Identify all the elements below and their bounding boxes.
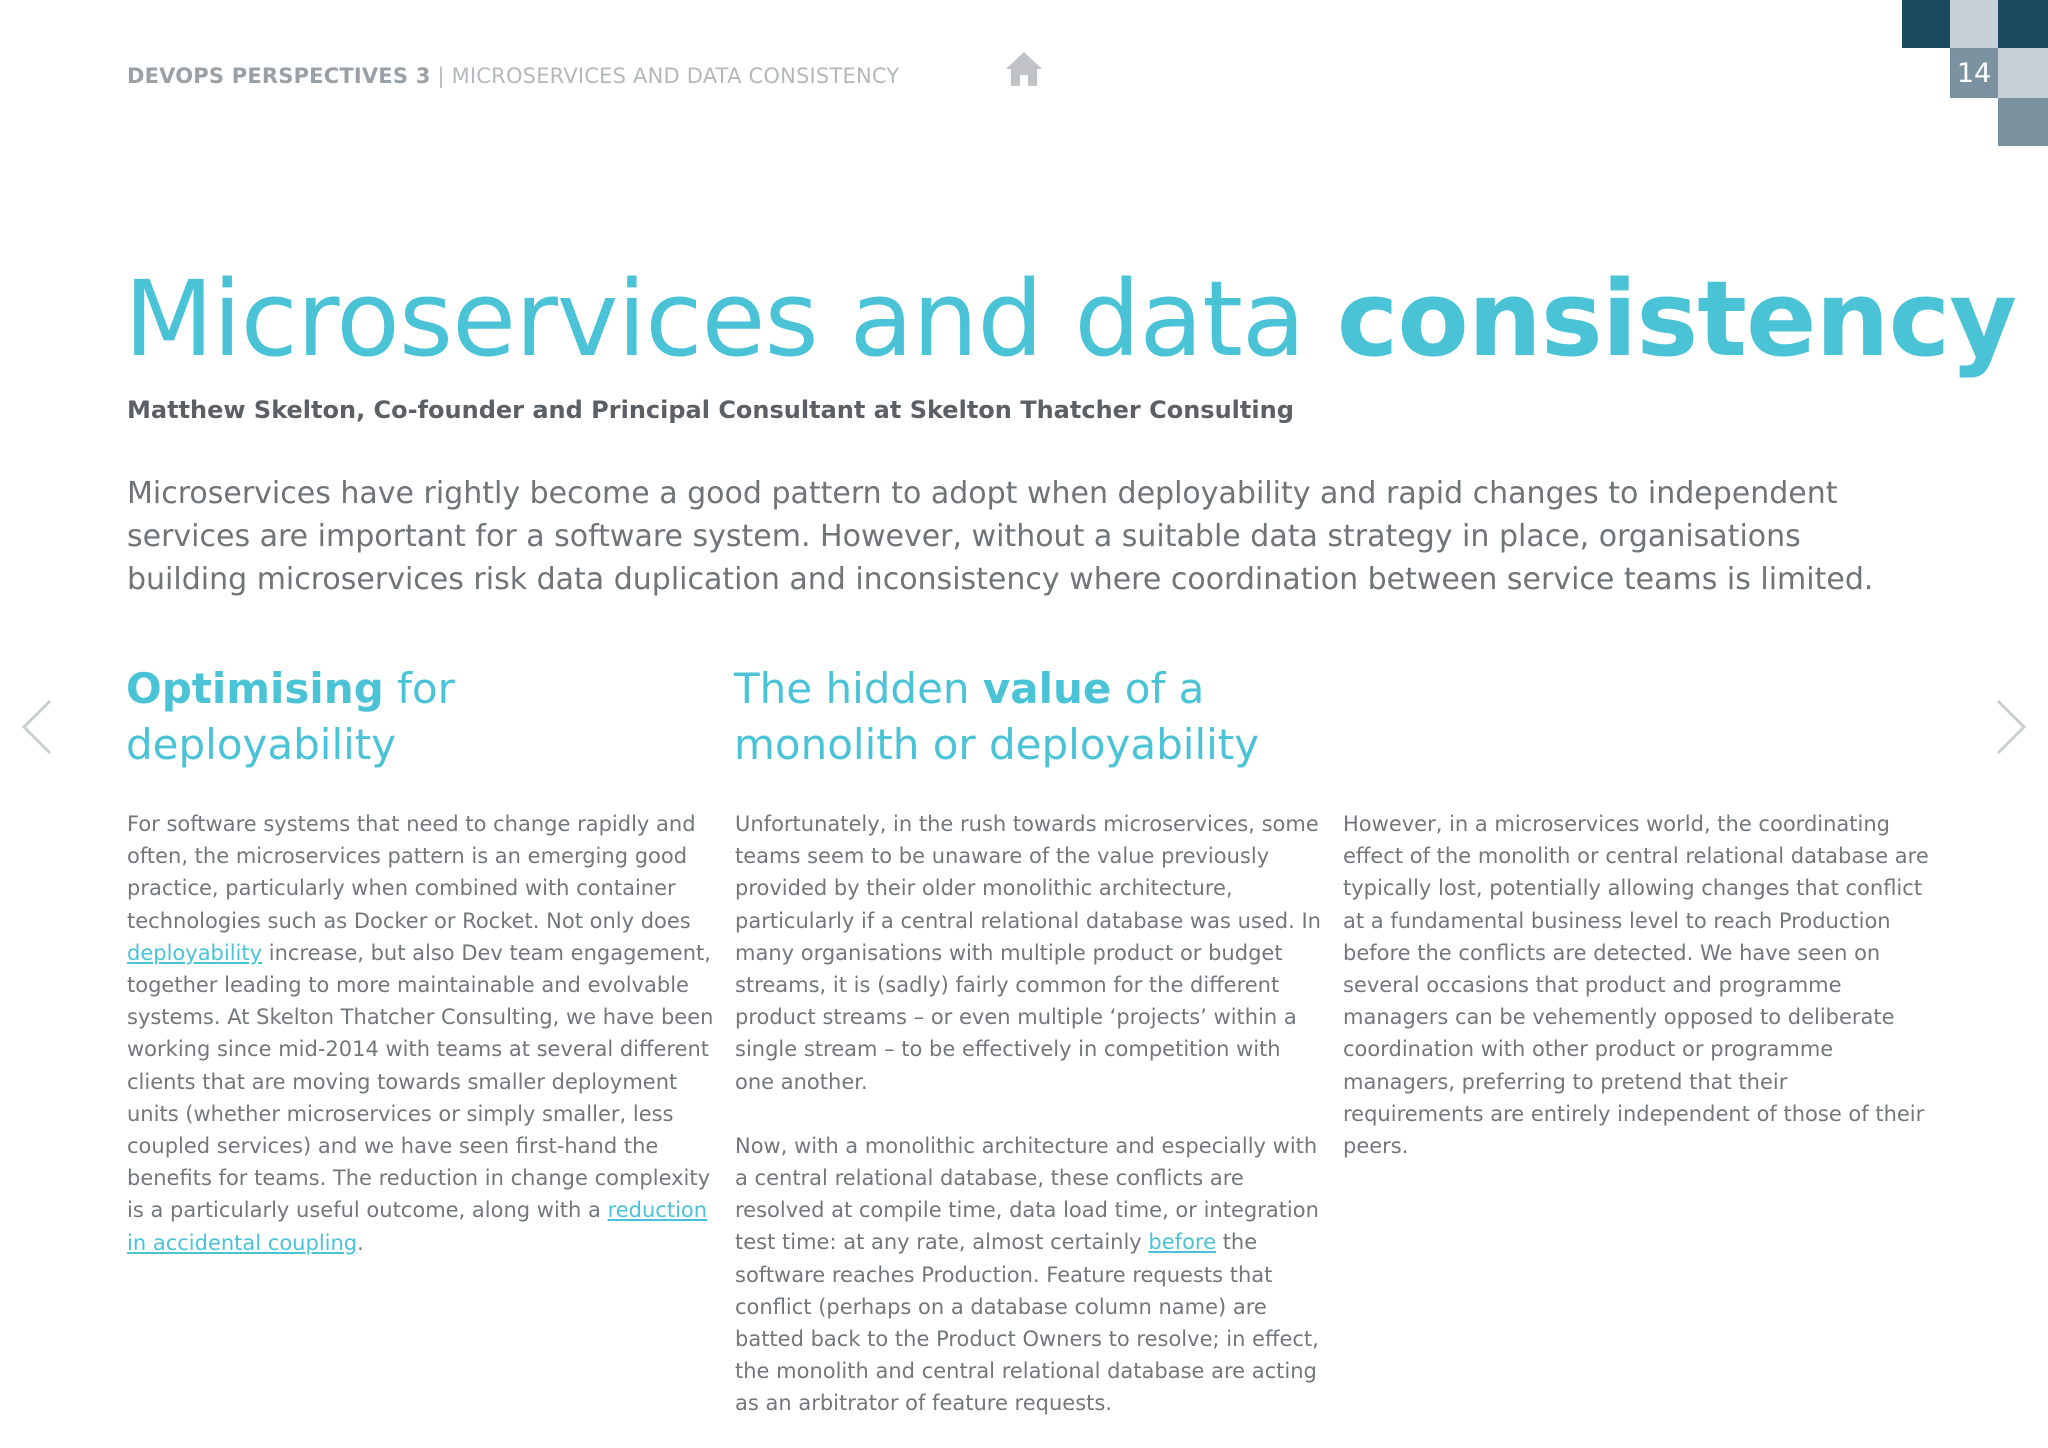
col3-paragraph: However, in a microservices world, the coordinating effect of the monolith or central relational database are typically lost, potentially allowing changes that conflict at a fundamental business level to reach Production before the conflicts are detected. We have seen on several occasions that product and programme managers can be vehemently opposed to deliberate coordination with other product or programme managers, preferring to pretend that their requirements are entirely independent of those of their peers. [1343, 812, 1929, 1159]
before-link[interactable]: before [1148, 1230, 1217, 1255]
decor-square-dark [1902, 0, 1950, 48]
intro-paragraph: Microservices have rightly become a good pattern to adopt when deployability and rapid changes to independent services are important for a software system. However, without a suitable data strategy in place, organisations building microservices risk data duplication and inconsistency where coordination between service teams is limited. [127, 476, 1874, 597]
decor-square-mid [1998, 0, 2048, 48]
home-icon[interactable] [1004, 50, 1044, 88]
title-bold: consistency [1336, 258, 2017, 380]
col3-body [1343, 808, 1933, 1162]
author-byline: Matthew Skelton, Co-founder and Principal Consultant at Skelton Thatcher Consulting [127, 396, 1294, 424]
col1-heading [126, 661, 455, 773]
deployability-link[interactable]: deployability [127, 940, 263, 965]
publication-title: DEVOPS PERSPECTIVES 3 [127, 64, 431, 88]
accidental-coupling-link[interactable]: reduction in accidental coupling [127, 1198, 708, 1255]
decor-square-slate [1998, 98, 2048, 146]
chevron-right-icon[interactable] [1990, 695, 2030, 759]
col2-heading-post: of a [1124, 664, 1205, 713]
col2-paragraph-1: Unfortunately, in the rush towards microservices, some teams seem to be unaware of the value previously provided by their older monolithic architecture, particularly if a central relational database was used. In many organisations with multiple product or budget streams, it is (sadly) fairly common for the different product streams – or even multiple ‘projects’ within a single stream – to be effectively in competition with one another. [735, 812, 1321, 1094]
col2-heading-line2: monolith or deployability [734, 720, 1260, 769]
page-number: 14 [1950, 48, 1998, 98]
col1-body [127, 808, 717, 1259]
decor-square-light [1950, 0, 1998, 48]
page-title [124, 260, 2016, 380]
decor-square-pale [1998, 48, 2048, 98]
col1-heading-rest: for [397, 664, 455, 713]
col2-heading [734, 661, 1259, 773]
section-title: MICROSERVICES AND DATA CONSISTENCY [451, 64, 900, 88]
chevron-left-icon[interactable] [18, 695, 58, 759]
col2-paragraph-2 [735, 1130, 1325, 1420]
col2-heading-pre: The hidden [734, 664, 970, 713]
col1-text-b: increase, but also Dev team engagement, together leading to more maintainable and evolvable systems. At Skelton Thatcher Consulting, we have been working since mid-2014 with teams at several different clients that are moving towards smaller deployment units (whether microservices or simply smaller, less coupled services) and we have seen first-hand the benefits for teams. The reduction in change complexity is a particularly useful outcome, along with a [127, 940, 714, 1223]
col1-heading-bold: Optimising [126, 664, 384, 713]
title-light: Microservices and data [124, 258, 1305, 380]
col1-text-c: . [357, 1230, 364, 1255]
col1-text-a: For software systems that need to change rapidly and often, the microservices pattern is an emerging good practice, particularly when combined with container technologies such as Docker or Rocket. Not only does [127, 812, 696, 933]
col2-text-b: the software reaches Production. Feature requests that conflict (perhaps on a database column name) are batted back to the Product Owners to resolve; in effect, the monolith and central relational database are acting as an arbitrator of feature requests. [735, 1230, 1319, 1416]
col2-body [735, 808, 1325, 1420]
col1-paragraph [127, 808, 717, 1259]
running-header [127, 64, 899, 88]
col2-heading-bold: value [982, 664, 1112, 713]
header-separator: | [437, 64, 445, 88]
col2-text-a: Now, with a monolithic architecture and especially with a central relational database, these conflicts are resolved at compile time, data load time, or integration test time: at any rate, almost certainly [735, 1133, 1319, 1255]
col1-heading-line2: deployability [126, 720, 397, 769]
